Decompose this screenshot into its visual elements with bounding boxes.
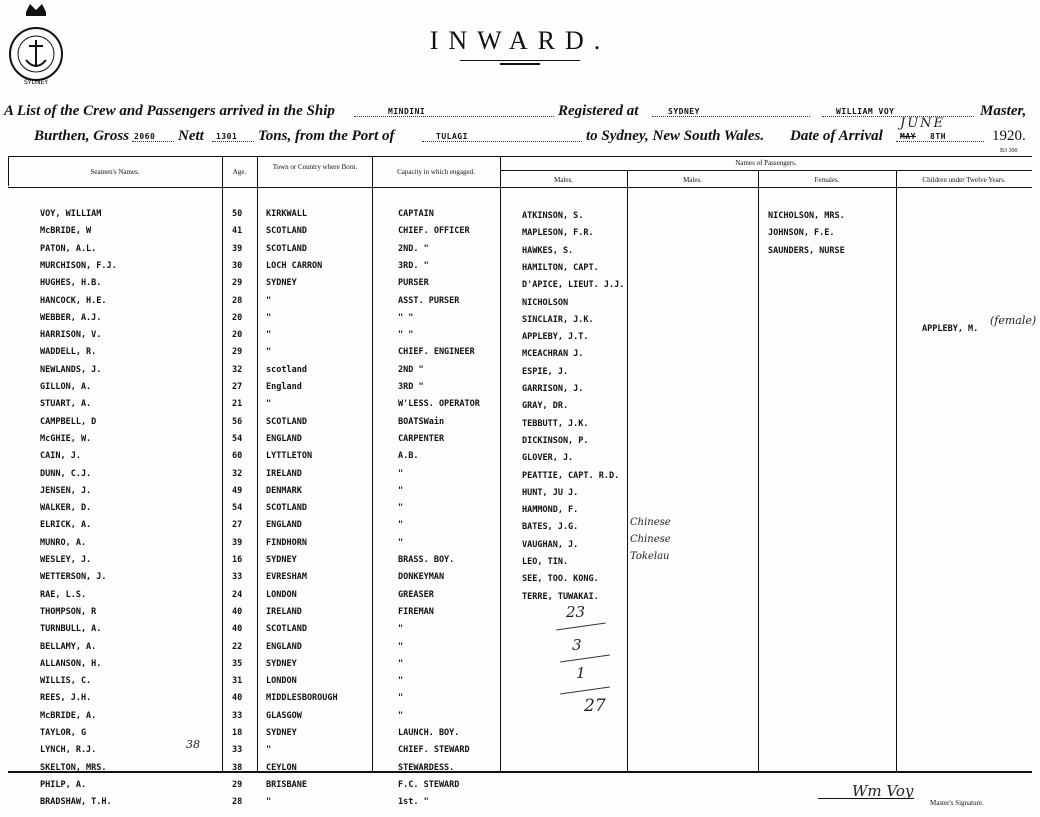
crew-capacity: " <box>398 711 404 721</box>
page-title: INWARD. <box>429 26 611 55</box>
arrival-label: Date of Arrival <box>790 128 883 144</box>
crew-capacity: 2ND. " <box>398 244 429 254</box>
crew-birthplace: KIRKWALL <box>266 209 307 219</box>
crew-capacity: FIREMAN <box>398 607 434 617</box>
crew-age: 33 <box>232 745 243 755</box>
crew-birthplace: CEYLON <box>266 763 297 773</box>
nett-label: Nett <box>178 128 204 144</box>
male-passenger: TEBBUTT, J.K. <box>522 419 589 429</box>
male-passenger: HAWKES, S. <box>522 246 574 256</box>
crew-age: 28 <box>232 296 243 306</box>
male-passenger: HAMILTON, CAPT. <box>522 263 599 273</box>
crew-capacity: BOATSWain <box>398 417 445 427</box>
crew-age: 29 <box>232 780 243 790</box>
crew-birthplace: FINDHORN <box>266 538 307 548</box>
child-passenger: APPLEBY, M. <box>922 324 979 334</box>
crew-capacity: " <box>398 538 404 548</box>
crew-birthplace: " <box>266 347 272 357</box>
crew-name: VOY, WILLIAM <box>40 209 102 219</box>
male-passenger: GARRISON, J. <box>522 384 584 394</box>
crew-capacity: 2ND " <box>398 365 424 375</box>
crew-name: McBRIDE, A. <box>40 711 97 721</box>
from-port: TULAGI <box>436 132 468 141</box>
crew-capacity: " " <box>398 330 414 340</box>
crew-name: WETTERSON, J. <box>40 572 107 582</box>
crew-birthplace: ENGLAND <box>266 520 302 530</box>
registered-dotline <box>652 116 810 117</box>
crew-birthplace: SCOTLAND <box>266 503 307 513</box>
passenger-note: Tokelau <box>630 551 670 562</box>
crew-name: WESLEY, J. <box>40 555 92 565</box>
crew-birthplace: DENMARK <box>266 486 302 496</box>
header-capacity: Capacity in which engaged. <box>397 168 475 176</box>
male-passenger: HUNT, JU J. <box>522 488 579 498</box>
crew-age: 28 <box>232 797 243 807</box>
crew-age: 16 <box>232 555 243 565</box>
crew-age: 33 <box>232 711 243 721</box>
male-passenger: NICHOLSON <box>522 298 569 308</box>
header-age: Age. <box>232 168 247 176</box>
header-line1-text: A List of the Crew and Passengers arrived in the Ship <box>4 103 335 119</box>
crew-birthplace: IRELAND <box>266 469 302 479</box>
crew-age: 35 <box>232 659 243 669</box>
table-bottom-border <box>8 771 1032 773</box>
crew-age: 50 <box>232 209 243 219</box>
crew-birthplace: LOCH CARRON <box>266 261 323 271</box>
col-rule-age <box>222 156 223 771</box>
col-rule-children <box>896 170 897 771</box>
from-port-label: Tons, from the Port of <box>258 128 395 144</box>
crew-name: TURNBULL, A. <box>40 624 102 634</box>
crew-capacity: BRASS. BOY. <box>398 555 455 565</box>
crew-birthplace: " <box>266 399 272 409</box>
crew-birthplace: SCOTLAND <box>266 624 307 634</box>
crew-age: 31 <box>232 676 243 686</box>
crew-age: 29 <box>232 278 243 288</box>
male-passenger: LEO, TIN. <box>522 557 569 567</box>
crew-name: GILLON, A. <box>40 382 92 392</box>
ship-name: MINDINI <box>388 107 426 116</box>
crew-name: BRADSHAW, T.H. <box>40 797 112 807</box>
crew-age: 39 <box>232 244 243 254</box>
crew-name: WADDELL, R. <box>40 347 97 357</box>
crew-name: CAIN, J. <box>40 451 81 461</box>
col-rule-capacity <box>372 156 373 771</box>
master-signature: Wm Voy <box>852 782 914 800</box>
table-top-border <box>8 156 1032 157</box>
male-passenger: VAUGHAN, J. <box>522 540 579 550</box>
crew-name: MUNRO, A. <box>40 538 87 548</box>
male-passenger: MAPLESON, F.R. <box>522 228 594 238</box>
crew-birthplace: ENGLAND <box>266 434 302 444</box>
burthen-label: Burthen, Gross <box>34 128 130 144</box>
registered-port: SYDNEY <box>668 107 700 116</box>
male-passenger: SINCLAIR, J.K. <box>522 315 594 325</box>
male-passenger: GLOVER, J. <box>522 453 574 463</box>
crew-age: 49 <box>232 486 243 496</box>
crew-capacity: " <box>398 693 404 703</box>
crew-capacity: CHIEF. ENGINEER <box>398 347 475 357</box>
tally-stroke <box>560 655 610 663</box>
male-passenger: BATES, J.G. <box>522 522 579 532</box>
form-code: B3 300 <box>1000 148 1018 154</box>
crew-age: 21 <box>232 399 243 409</box>
crew-birthplace: SCOTLAND <box>266 226 307 236</box>
title-rule-ornament <box>500 63 540 65</box>
header-town: Town or Country where Born. <box>272 163 358 171</box>
crew-capacity: 1st. " <box>398 797 429 807</box>
nett-tons: 1301 <box>216 132 238 141</box>
crew-age: 39 <box>232 538 243 548</box>
from-port-dotline <box>422 141 582 142</box>
crew-birthplace: SYDNEY <box>266 278 297 288</box>
crew-name: REES, J.H. <box>40 693 92 703</box>
col-rule-passengers <box>500 156 501 771</box>
crew-birthplace: LONDON <box>266 676 297 686</box>
crew-age: 32 <box>232 365 243 375</box>
male-passenger: SEE, TOO. KONG. <box>522 574 599 584</box>
header-females: Females. <box>814 176 840 184</box>
crew-age: 40 <box>232 607 243 617</box>
male-passenger: ATKINSON, S. <box>522 211 584 221</box>
crew-capacity: F.C. STEWARD <box>398 780 460 790</box>
crew-name: LYNCH, R.J. <box>40 745 97 755</box>
crew-name: WILLIS, C. <box>40 676 92 686</box>
crew-capacity: GREASER <box>398 590 434 600</box>
crew-birthplace: LYTTLETON <box>266 451 313 461</box>
header-males-2: Males. <box>683 176 702 184</box>
crew-age: 27 <box>232 520 243 530</box>
male-passenger: GRAY, DR. <box>522 401 569 411</box>
header-children: Children under Twelve Years. <box>922 176 1006 184</box>
crew-age: 41 <box>232 226 243 236</box>
title-rule <box>460 60 580 61</box>
crew-capacity: " <box>398 469 404 479</box>
crew-age: 20 <box>232 313 243 323</box>
crew-birthplace: " <box>266 296 272 306</box>
arrival-month-handwritten: JUNE <box>900 116 946 131</box>
passenger-note: Chinese <box>630 517 671 528</box>
crew-age: 20 <box>232 330 243 340</box>
nett-dotline <box>212 141 254 142</box>
crew-capacity: A.B. <box>398 451 419 461</box>
ship-dotline <box>354 116 554 117</box>
crew-birthplace: SCOTLAND <box>266 417 307 427</box>
female-passenger: SAUNDERS, NURSE <box>768 246 845 256</box>
crew-name: HARRISON, V. <box>40 330 102 340</box>
crew-age: 54 <box>232 434 243 444</box>
crew-capacity: 3RD " <box>398 382 424 392</box>
crew-age: 56 <box>232 417 243 427</box>
male-passenger: HAMMOND, F. <box>522 505 579 515</box>
crew-capacity: " <box>398 676 404 686</box>
crew-capacity: STEWARDESS. <box>398 763 455 773</box>
crew-name: HANCOCK, H.E. <box>40 296 107 306</box>
crew-name: McBRIDE, W <box>40 226 92 236</box>
tally-number: 1 <box>576 664 586 682</box>
crew-capacity: " <box>398 659 404 669</box>
crew-name: STUART, A. <box>40 399 92 409</box>
crew-birthplace: ENGLAND <box>266 642 302 652</box>
gross-tons: 2060 <box>134 132 156 141</box>
crew-capacity: " <box>398 624 404 634</box>
arrival-struck-month: MAY <box>900 132 916 141</box>
master-dotline <box>822 116 974 117</box>
header-seamen: Seamen's Names. <box>90 168 140 176</box>
destination-text: to Sydney, New South Wales. <box>586 128 765 144</box>
male-passenger: MCEACHRAN J. <box>522 349 584 359</box>
crew-birthplace: SYDNEY <box>266 659 297 669</box>
col-rule-town <box>257 156 258 771</box>
crew-name: NEWLANDS, J. <box>40 365 102 375</box>
crew-birthplace: SYDNEY <box>266 555 297 565</box>
crew-capacity: " <box>398 486 404 496</box>
table-header-bottom <box>8 187 1032 188</box>
arrival-day: 8TH <box>930 132 946 141</box>
crew-name: SKELTON, MRS. <box>40 763 107 773</box>
crew-birthplace: scotland <box>266 365 307 375</box>
crew-age: 30 <box>232 261 243 271</box>
crew-name: PHILP, A. <box>40 780 87 790</box>
crew-capacity: LAUNCH. BOY. <box>398 728 460 738</box>
male-passenger: TERRE, TUWAKAI. <box>522 592 599 602</box>
crew-name: BELLAMY, A. <box>40 642 97 652</box>
gross-dotline <box>132 141 174 142</box>
crew-name: ALLANSON, H. <box>40 659 102 669</box>
crew-age: 40 <box>232 624 243 634</box>
tally-total: 27 <box>584 696 606 716</box>
crew-birthplace: England <box>266 382 302 392</box>
crew-name: CAMPBELL, D <box>40 417 97 427</box>
crew-name: JENSEN, J. <box>40 486 92 496</box>
arrival-year: 1920. <box>992 128 1026 144</box>
crew-capacity: CARPENTER <box>398 434 445 444</box>
crew-name: McGHIE, W. <box>40 434 92 444</box>
child-note: (female) <box>990 314 1037 327</box>
crew-age: 38 <box>232 763 243 773</box>
crew-name: WALKER, D. <box>40 503 92 513</box>
crew-name: MURCHISON, F.J. <box>40 261 117 271</box>
registered-label: Registered at <box>558 103 639 119</box>
crew-birthplace: " <box>266 745 272 755</box>
crew-capacity: 3RD. " <box>398 261 429 271</box>
passenger-note: Chinese <box>630 534 671 545</box>
crew-birthplace: IRELAND <box>266 607 302 617</box>
crew-age: 32 <box>232 469 243 479</box>
crew-name: TAYLOR, G <box>40 728 87 738</box>
crew-name: ELRICK, A. <box>40 520 92 530</box>
male-passenger: APPLEBY, J.T. <box>522 332 589 342</box>
crew-birthplace: SCOTLAND <box>266 244 307 254</box>
crew-age: 27 <box>232 382 243 392</box>
crew-age: 24 <box>232 590 243 600</box>
passenger-header-divider <box>500 170 1032 171</box>
crew-capacity: CHIEF. STEWARD <box>398 745 470 755</box>
crew-capacity: PURSER <box>398 278 429 288</box>
crew-capacity: ASST. PURSER <box>398 296 460 306</box>
signature-label: Master's Signature. <box>930 799 984 807</box>
crew-age: 33 <box>232 572 243 582</box>
crew-name: DUNN, C.J. <box>40 469 92 479</box>
crew-birthplace: LONDON <box>266 590 297 600</box>
crew-capacity: CAPTAIN <box>398 209 434 219</box>
tally-number: 3 <box>572 636 582 654</box>
female-passenger: NICHOLSON, MRS. <box>768 211 845 221</box>
seal-text: SYDNEY <box>23 79 49 86</box>
crew-birthplace: GLASGOW <box>266 711 302 721</box>
female-passenger: JOHNSON, F.E. <box>768 228 835 238</box>
master-label: Master, <box>980 103 1027 119</box>
crew-capacity: " <box>398 520 404 530</box>
col-rule-females <box>758 170 759 771</box>
crew-age: 60 <box>232 451 243 461</box>
tally-number: 23 <box>566 603 586 621</box>
crew-birthplace: SYDNEY <box>266 728 297 738</box>
crew-birthplace: " <box>266 330 272 340</box>
header-males-1: Males. <box>554 176 573 184</box>
crew-age: 29 <box>232 347 243 357</box>
header-passengers: Names of Passengers. <box>735 159 797 167</box>
crew-birthplace: " <box>266 313 272 323</box>
crew-name: HUGHES, H.B. <box>40 278 102 288</box>
crew-capacity: DONKEYMAN <box>398 572 445 582</box>
crew-birthplace: EVRESHAM <box>266 572 307 582</box>
crew-name: RAE, L.S. <box>40 590 87 600</box>
crew-name: PATON, A.L. <box>40 244 97 254</box>
crew-age: 18 <box>232 728 243 738</box>
margin-note: 38 <box>186 738 200 751</box>
crew-birthplace: BRISBANE <box>266 780 307 790</box>
col-rule-males2 <box>627 170 628 771</box>
male-passenger: PEATTIE, CAPT. R.D. <box>522 471 620 481</box>
crew-age: 54 <box>232 503 243 513</box>
crew-capacity: " <box>398 503 404 513</box>
crew-capacity: " " <box>398 313 414 323</box>
crew-age: 22 <box>232 642 243 652</box>
tally-stroke <box>556 623 606 631</box>
crew-birthplace: " <box>266 797 272 807</box>
tally-stroke <box>560 687 610 695</box>
crew-birthplace: MIDDLESBOROUGH <box>266 693 338 703</box>
crew-capacity: W'LESS. OPERATOR <box>398 399 480 409</box>
crew-name: THOMPSON, R <box>40 607 97 617</box>
crew-age: 40 <box>232 693 243 703</box>
crew-capacity: " <box>398 642 404 652</box>
crew-capacity: CHIEF. OFFICER <box>398 226 470 236</box>
arrival-dotline <box>896 141 984 142</box>
male-passenger: D'APICE, LIEUT. J.J. <box>522 280 625 290</box>
crew-name: WEBBER, A.J. <box>40 313 102 323</box>
master-name: WILLIAM VOY <box>836 107 895 116</box>
male-passenger: ESPIE, J. <box>522 367 569 377</box>
male-passenger: DICKINSON, P. <box>522 436 589 446</box>
